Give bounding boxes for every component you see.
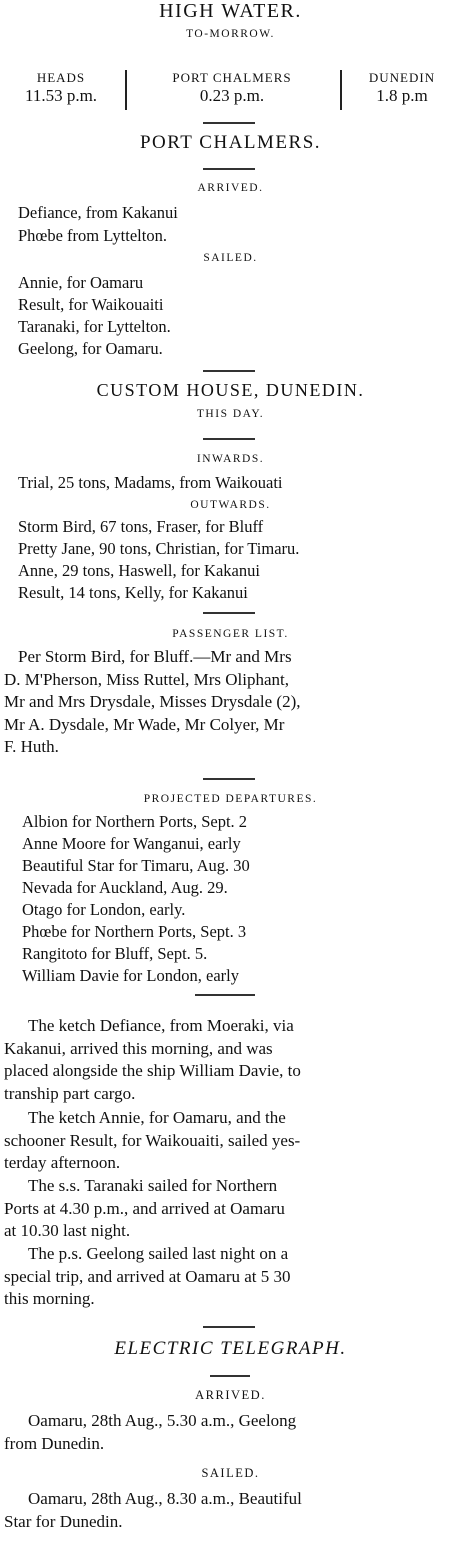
text-line: terday afternoon. — [4, 1153, 121, 1172]
text-line: The s.s. Taranaki sailed for Northern — [28, 1176, 278, 1195]
text-line: Star for Dunedin. — [4, 1511, 123, 1531]
text-line: Oamaru, 28th Aug., 5.30 a.m., Geelong — [28, 1411, 297, 1430]
text-line: Oamaru, 28th Aug., 8.30 a.m., Beautiful — [28, 1489, 302, 1508]
arrived-heading: ARRIVED. — [197, 182, 264, 194]
custom-house-subtitle: THIS DAY. — [196, 408, 265, 420]
text-line: special trip, and arrived at Oamaru at 5 30 — [4, 1266, 291, 1286]
tide-heads — [2, 70, 120, 106]
text-line: Kakanui, arrived this morning, and was — [4, 1038, 273, 1058]
column-divider — [125, 70, 127, 110]
text-line: tranship part cargo. — [4, 1083, 136, 1103]
tide-port-chalmers — [132, 70, 332, 106]
tide-place-name: HEADS — [36, 70, 86, 85]
departure-entry: Beautiful Star for Timaru, Aug. 30 — [22, 856, 250, 875]
column-divider — [340, 70, 342, 110]
text-line: D. M'Pherson, Miss Ruttel, Mrs Oliphant, — [4, 669, 289, 689]
text-line: at 10.30 last night. — [4, 1221, 131, 1240]
text-line: Mr and Mrs Drysdale, Misses Drysdale (2), — [4, 692, 301, 711]
section-rule — [203, 122, 255, 124]
arrived-entry: Defiance, from Kakanui — [18, 203, 178, 222]
telegraph-title: ELECTRIC TELEGRAPH. — [114, 1338, 347, 1359]
high-water-subtitle: TO-MORROW. — [186, 28, 275, 40]
sailed-entry: Annie, for Oamaru — [18, 273, 144, 292]
telegraph-arrived-heading: ARRIVED. — [195, 1388, 266, 1402]
sailed-entry: Taranaki, for Lyttelton. — [18, 317, 171, 336]
inwards-entry: Trial, 25 tons, Madams, from Waikouati — [18, 473, 283, 492]
text-line: Mr A. Dysdale, Mr Wade, Mr Colyer, Mr — [4, 714, 285, 734]
news-paragraph — [4, 1243, 456, 1311]
text-line: The ketch Annie, for Oamaru, and the — [28, 1108, 286, 1127]
section-rule — [195, 994, 255, 996]
departure-entry: Phœbe for Northern Ports, Sept. 3 — [22, 922, 247, 941]
tide-place-name: DUNEDIN — [368, 70, 436, 85]
arrived-entry: Phœbe from Lyttelton. — [18, 226, 167, 245]
departure-entry: Albion for Northern Ports, Sept. 2 — [22, 812, 248, 831]
text-line: The p.s. Geelong sailed last night on a — [28, 1244, 289, 1263]
telegraph-sailed-heading: SAILED. — [201, 1466, 260, 1480]
projected-departures-heading: PROJECTED DEPARTURES. — [143, 793, 318, 805]
departure-entry: Otago for London, early. — [22, 900, 186, 919]
section-rule — [203, 1326, 255, 1328]
departure-entry: Nevada for Auckland, Aug. 29. — [22, 878, 228, 897]
section-rule — [203, 612, 255, 614]
outwards-entry: Result, 14 tons, Kelly, for Kakanui — [18, 583, 248, 602]
departure-entry: Anne Moore for Wanganui, early — [22, 834, 241, 853]
text-line: F. Huth. — [4, 737, 59, 756]
passenger-list-heading: PASSENGER LIST. — [172, 628, 289, 640]
text-line: this morning. — [4, 1289, 95, 1308]
section-rule — [210, 1375, 250, 1377]
text-line: placed alongside the ship William Davie, to — [4, 1061, 301, 1080]
telegraph-sailed-text — [4, 1488, 456, 1533]
tide-place-name: PORT CHALMERS — [172, 70, 292, 85]
tide-time: 11.53 p.m. — [24, 86, 98, 105]
passenger-list-text — [4, 646, 456, 759]
tide-dunedin — [345, 70, 459, 106]
text-line: Per Storm Bird, for Bluff.—Mr and Mrs — [18, 647, 292, 666]
section-rule — [203, 168, 255, 170]
news-paragraph — [4, 1175, 456, 1243]
news-paragraph — [4, 1107, 456, 1175]
sailed-entry: Result, for Waikouaiti — [18, 295, 164, 314]
section-rule — [203, 370, 255, 372]
port-chalmers-title: PORT CHALMERS. — [139, 132, 322, 153]
news-paragraph — [4, 1015, 456, 1105]
text-line: from Dunedin. — [4, 1433, 105, 1453]
tide-time: 0.23 p.m. — [199, 86, 265, 105]
departure-entry: Rangitoto for Bluff, Sept. 5. — [22, 944, 208, 963]
outwards-entry: Storm Bird, 67 tons, Fraser, for Bluff — [18, 517, 264, 536]
outwards-heading: OUTWARDS. — [190, 499, 271, 511]
high-water-title: HIGH WATER. — [159, 0, 302, 22]
departure-entry: William Davie for London, early — [22, 966, 239, 985]
section-rule — [203, 438, 255, 440]
sailed-heading: SAILED. — [203, 252, 258, 264]
sailed-entry: Geelong, for Oamaru. — [18, 339, 163, 358]
custom-house-title: CUSTOM HOUSE, DUNEDIN. — [96, 380, 365, 400]
outwards-entry: Anne, 29 tons, Haswell, for Kakanui — [18, 561, 260, 580]
text-line: schooner Result, for Waikouaiti, sailed yes- — [4, 1130, 301, 1150]
section-rule — [203, 778, 255, 780]
text-line: The ketch Defiance, from Moeraki, via — [28, 1016, 294, 1035]
outwards-entry: Pretty Jane, 90 tons, Christian, for Timaru. — [18, 539, 300, 558]
inwards-heading: INWARDS. — [196, 453, 265, 465]
telegraph-arrived-text — [4, 1410, 456, 1455]
text-line: Ports at 4.30 p.m., and arrived at Oamaru — [4, 1198, 285, 1218]
tide-time: 1.8 p.m — [376, 86, 428, 105]
